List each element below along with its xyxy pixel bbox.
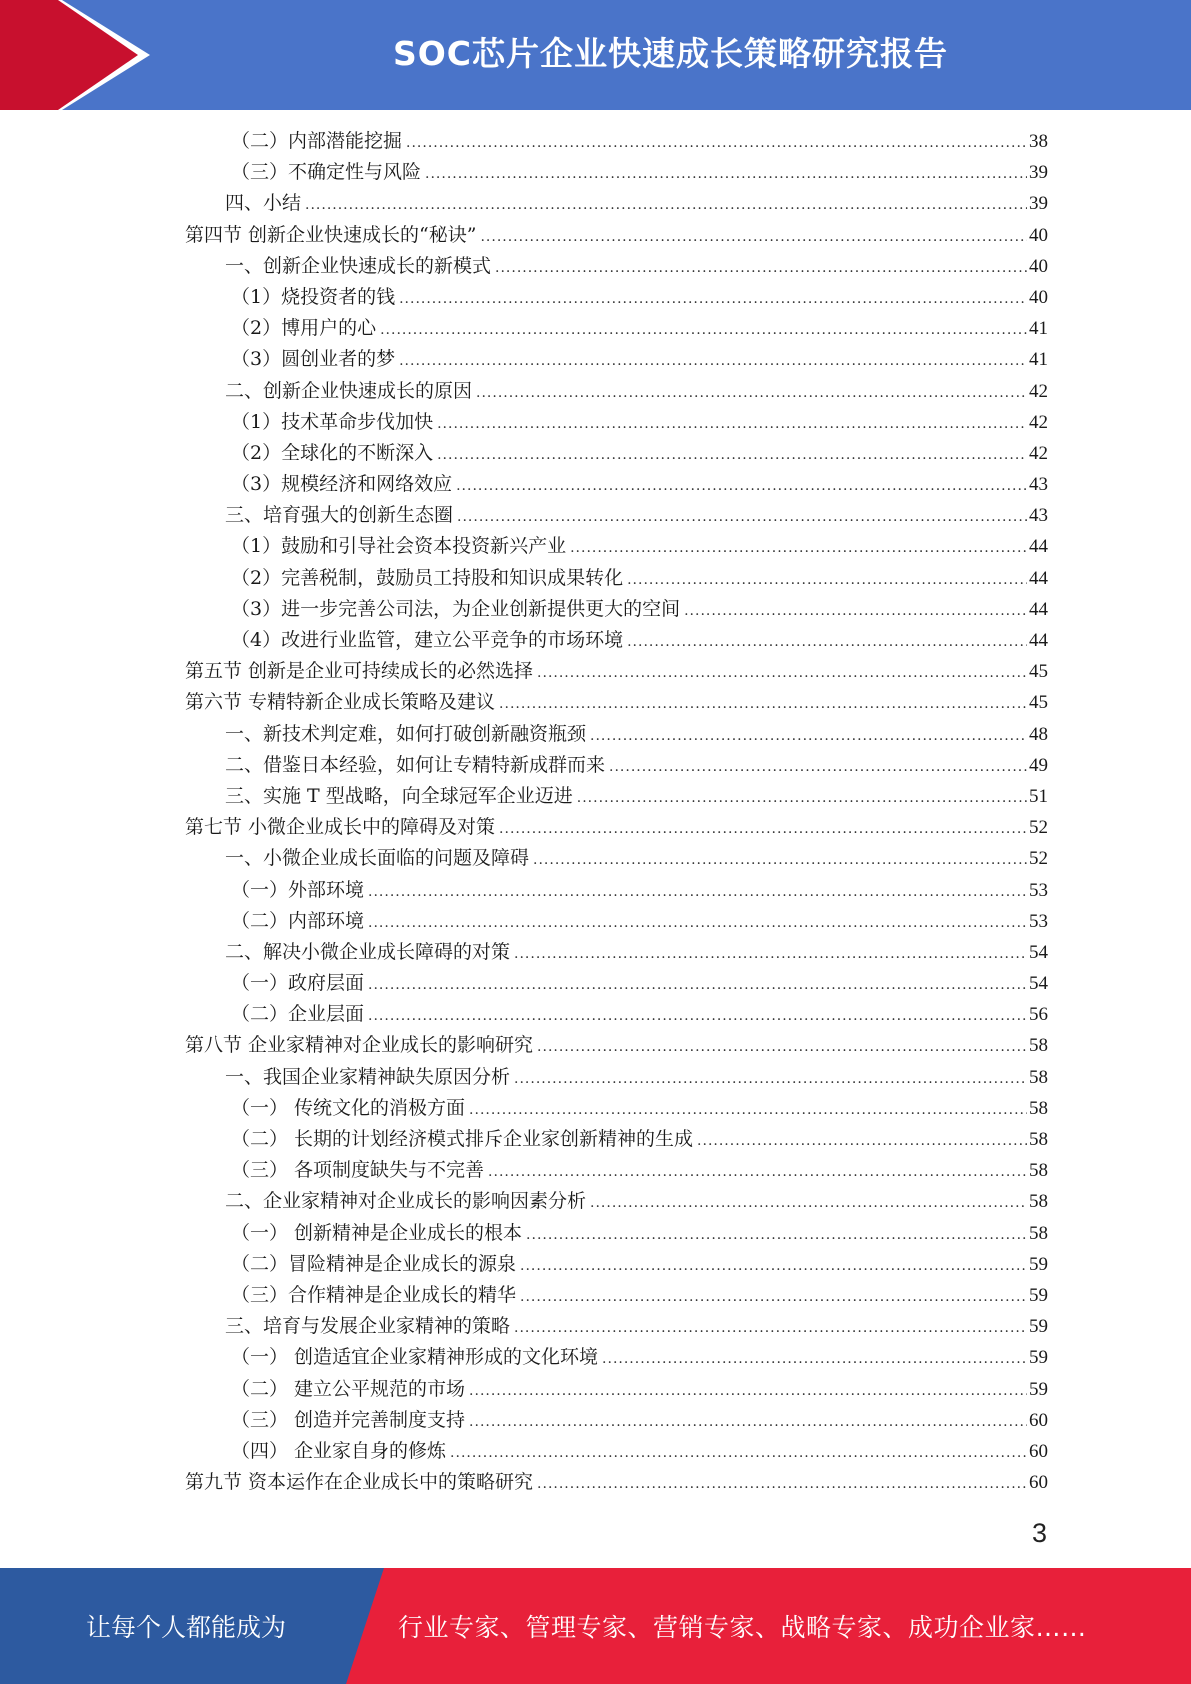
toc-entry[interactable] [185,1311,1048,1342]
toc-entry[interactable] [185,1249,1048,1280]
dot-leader [368,908,1027,939]
dot-leader [627,565,1027,596]
toc-entry-title: 一、创新企业快速成长的新模式 [225,254,492,277]
toc-entry-title: （三）合作精神是企业成长的精华 [231,1283,517,1306]
dot-leader [437,440,1027,471]
toc-entry-page: 44 [1029,567,1048,589]
toc-entry[interactable] [185,937,1048,968]
toc-entry-page: 60 [1029,1440,1048,1462]
toc-entry[interactable] [185,1186,1048,1217]
toc-entry[interactable] [185,282,1048,313]
dot-leader [526,1220,1027,1251]
toc-entry-title: （1）烧投资者的钱 [231,285,396,308]
toc-entry-title: 第九节 资本运作在企业成长中的策略研究 [185,1471,534,1494]
dot-leader [590,1188,1027,1219]
toc-entry-page: 51 [1029,785,1048,807]
dot-leader [406,128,1027,159]
toc-entry-page: 44 [1029,598,1048,620]
toc-entry[interactable] [185,1280,1048,1311]
toc-entry-title: （2）全球化的不断深入 [231,441,434,464]
dot-leader [399,346,1027,377]
dot-leader [537,1469,1027,1500]
toc-entry-page: 45 [1029,661,1048,683]
toc-entry-page: 60 [1029,1409,1048,1431]
toc-entry-page: 39 [1029,162,1048,184]
toc-entry[interactable] [185,126,1048,157]
toc-entry[interactable] [185,968,1048,999]
dot-leader [520,1251,1027,1282]
toc-entry-title: （三）不确定性与风险 [231,161,422,184]
toc-entry-page: 58 [1029,1097,1048,1119]
toc-entry-title: （一） 创新精神是企业成长的根本 [231,1221,523,1244]
toc-entry-page: 40 [1029,255,1048,277]
toc-entry-title: （4）改进行业监管，建立公平竞争的市场环境 [231,629,624,651]
dot-leader [627,627,1027,658]
toc-entry[interactable] [185,407,1048,438]
toc-entry-title: （二）内部潜能挖掘 [231,130,403,152]
toc-entry-title: （二）冒险精神是企业成长的源泉 [231,1252,517,1275]
toc-entry-page: 45 [1029,692,1048,714]
toc-entry-title: （三） 各项制度缺失与不完善 [231,1159,485,1182]
toc-entry[interactable] [185,1374,1048,1405]
dot-leader [533,845,1027,876]
toc-entry-page: 43 [1029,505,1048,527]
toc-entry-title: 三、培育强大的创新生态圈 [225,504,454,527]
toc-entry-title: （2）完善税制，鼓励员工持股和知识成果转化 [231,566,624,589]
dot-leader [469,1376,1027,1407]
toc-entry-title: （二） 长期的计划经济模式排斥企业家创新精神的生成 [231,1128,694,1150]
toc-entry-page: 58 [1029,1191,1048,1213]
toc-entry-page: 40 [1029,286,1048,308]
toc-entry-page: 42 [1029,442,1048,464]
toc-entry-title: （一） 创造适宜企业家精神形成的文化环境 [231,1346,599,1369]
toc-entry[interactable] [185,1030,1048,1061]
toc-entry-title: （一）外部环境 [231,878,365,901]
toc-entry[interactable] [185,843,1048,874]
dot-leader [469,1095,1027,1126]
toc-entry[interactable] [185,1062,1048,1093]
toc-entry-page: 58 [1029,1066,1048,1088]
dot-leader [368,1001,1027,1032]
toc-entry[interactable] [185,1436,1048,1467]
toc-entry[interactable] [185,687,1048,718]
toc-entry-page: 58 [1029,1160,1048,1182]
toc-entry[interactable] [185,469,1048,500]
toc-entry-title: （1）技术革命步伐加快 [231,410,434,433]
toc-entry-title: 第四节 创新企业快速成长的“秘诀” [185,223,477,246]
toc-entry-page: 39 [1029,193,1048,215]
dot-leader [499,814,1027,845]
toc-entry-page: 52 [1029,817,1048,839]
toc-entry-title: 二、借鉴日本经验，如何让专精特新成群而来 [225,753,606,776]
toc-entry-page: 59 [1029,1316,1048,1338]
dot-leader [399,284,1027,315]
dot-leader [537,658,1027,689]
dot-leader [380,315,1027,346]
footer-slogan-right: 行业专家、管理专家、营销专家、战略专家、成功企业家…… [398,1613,1087,1642]
toc-entry-page: 54 [1029,941,1048,963]
toc-entry[interactable] [185,563,1048,594]
toc-entry[interactable] [185,344,1048,375]
toc-entry-page: 53 [1029,879,1048,901]
toc-entry-page: 42 [1029,380,1048,402]
toc-entry-title: （3）规模经济和网络效应 [231,473,453,496]
toc-entry[interactable] [185,812,1048,843]
toc-entry[interactable] [185,438,1048,469]
page-title: SOC芯片企业快速成长策略研究报告 [392,34,949,73]
toc-entry[interactable] [185,500,1048,531]
dot-leader [520,1282,1027,1313]
dot-leader [456,471,1027,502]
toc-entry-page: 59 [1029,1284,1048,1306]
footer-banner [0,1568,1191,1684]
toc-entry-title: 第五节 创新是企业可持续成长的必然选择 [185,660,534,683]
toc-entry[interactable] [185,875,1048,906]
toc-entry[interactable] [185,906,1048,937]
toc-entry-page: 58 [1029,1129,1048,1150]
toc-entry[interactable] [185,157,1048,188]
toc-entry[interactable] [185,1155,1048,1186]
dot-leader [697,1126,1027,1157]
toc-entry-title: （二） 建立公平规范的市场 [231,1377,466,1400]
toc-entry[interactable] [185,656,1048,687]
dot-leader [450,1438,1027,1469]
toc-entry-page: 43 [1029,474,1048,496]
toc-entry[interactable] [185,1124,1048,1155]
toc-entry[interactable] [185,1467,1048,1498]
dot-leader [368,970,1027,1001]
toc-entry-title: 第六节 专精特新企业成长策略及建议 [185,691,496,714]
toc-entry-title: （一）政府层面 [231,972,365,995]
toc-entry[interactable] [185,1342,1048,1373]
dot-leader [476,378,1027,409]
toc-entry[interactable] [185,220,1048,251]
toc-entry-title: 三、实施 T 型战略，向全球冠军企业迈进 [225,784,573,807]
dot-leader [602,1344,1027,1375]
toc-entry[interactable] [185,1405,1048,1436]
dot-leader [684,596,1027,627]
dot-leader [469,1407,1027,1438]
toc-entry-page: 59 [1029,1347,1048,1369]
toc-entry[interactable] [185,531,1048,562]
toc-entry[interactable] [185,750,1048,781]
toc-entry-title: 第七节 小微企业成长中的障碍及对策 [185,816,496,839]
toc-entry-page: 41 [1029,349,1048,371]
toc-entry[interactable] [185,1218,1048,1249]
dot-leader [425,159,1027,190]
dot-leader [514,1313,1027,1344]
toc-entry-page: 40 [1029,224,1048,246]
toc-entry-title: （2）博用户的心 [231,317,377,340]
toc-entry-title: 一、新技术判定难，如何打破创新融资瓶颈 [225,722,587,745]
toc-entry-title: 二、企业家精神对企业成长的影响因素分析 [225,1190,587,1213]
toc-entry-title: 四、小结 [225,192,302,215]
toc-entry-page: 52 [1029,848,1048,870]
toc-entry-title: （一） 传统文化的消极方面 [231,1096,466,1119]
dot-leader [537,1032,1027,1063]
toc-entry-page: 59 [1029,1378,1048,1400]
toc-entry-page: 59 [1029,1253,1048,1275]
dot-leader [437,409,1027,440]
dot-leader [368,877,1027,908]
toc-entry-title: 三、培育与发展企业家精神的策略 [225,1315,511,1338]
toc-entry[interactable] [185,594,1048,625]
toc-entry[interactable] [185,999,1048,1030]
toc-entry-title: 二、解决小微企业成长障碍的对策 [225,940,511,963]
toc-entry-title: 二、创新企业快速成长的原因 [225,379,473,402]
dot-leader [495,253,1027,284]
page-number: 3 [1031,1518,1047,1548]
toc-entry-title: （四） 企业家自身的修炼 [231,1439,447,1462]
toc-entry-page: 60 [1029,1472,1048,1494]
toc-entry-page: 56 [1029,1004,1048,1026]
toc-entry[interactable] [185,1093,1048,1124]
toc-entry[interactable] [185,781,1048,812]
header-banner [0,0,1191,110]
dot-leader [514,1064,1027,1095]
dot-leader [609,752,1027,783]
toc-entry-title: 一、我国企业家精神缺失原因分析 [225,1065,511,1088]
toc-entry-page: 48 [1029,723,1048,745]
toc-entry[interactable] [185,251,1048,282]
toc-entry-title: 第八节 企业家精神对企业成长的影响研究 [185,1034,534,1057]
table-of-contents [185,126,1048,1498]
toc-entry-title: （三） 创造并完善制度支持 [231,1408,466,1431]
dot-leader [480,222,1027,253]
toc-entry[interactable] [185,188,1048,219]
toc-entry-page: 42 [1029,411,1048,433]
dot-leader [590,721,1027,752]
toc-entry[interactable] [185,376,1048,407]
toc-entry-page: 53 [1029,910,1048,932]
dot-leader [514,939,1027,970]
dot-leader [488,1157,1027,1188]
dot-leader [570,533,1027,564]
dot-leader [577,783,1027,814]
toc-entry-title: （二）企业层面 [231,1003,365,1026]
dot-leader [305,190,1027,221]
toc-entry-title: 一、小微企业成长面临的问题及障碍 [225,847,530,870]
toc-entry-page: 38 [1029,131,1048,152]
toc-entry-page: 54 [1029,973,1048,995]
toc-entry[interactable] [185,719,1048,750]
dot-leader [457,502,1027,533]
toc-entry-title: （3）进一步完善公司法，为企业创新提供更大的空间 [231,597,681,620]
toc-entry-page: 58 [1029,1035,1048,1057]
toc-entry-page: 44 [1029,536,1048,558]
toc-entry-page: 41 [1029,318,1048,340]
toc-entry-page: 49 [1029,754,1048,776]
toc-entry[interactable] [185,313,1048,344]
footer-slogan-left: 让每个人都能成为 [85,1613,286,1642]
toc-entry-title: （3）圆创业者的梦 [231,348,396,371]
toc-entry-page: 44 [1029,630,1048,651]
toc-entry[interactable] [185,625,1048,656]
toc-entry-title: （1）鼓励和引导社会资本投资新兴产业 [231,535,567,558]
toc-entry-page: 58 [1029,1222,1048,1244]
chevron-arrow-icon [0,0,160,110]
toc-entry-title: （二）内部环境 [231,909,365,932]
dot-leader [499,689,1027,720]
